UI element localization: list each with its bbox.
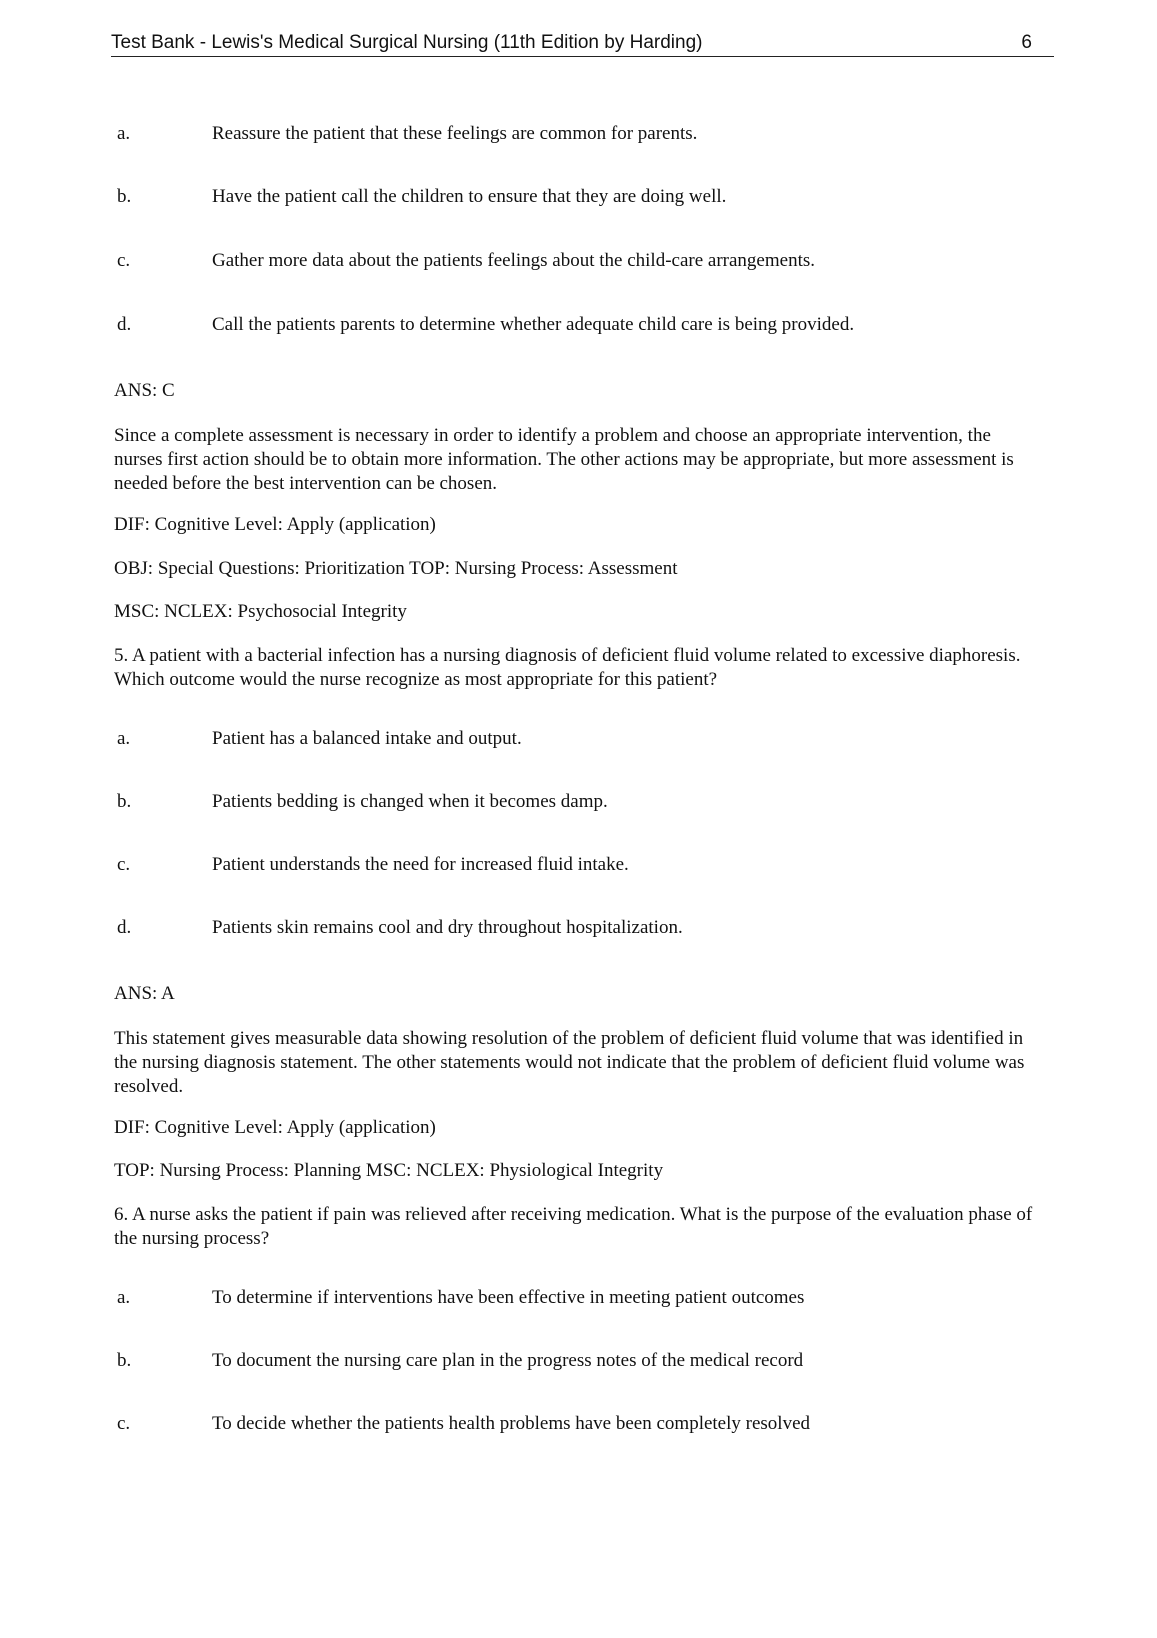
option-text: To decide whether the patients health problems have been completely resolved <box>212 1413 811 1434</box>
page-header <box>111 30 1054 57</box>
option-letter: b. <box>117 186 132 207</box>
option-letter: c. <box>117 1413 131 1434</box>
header-title: Test Bank - Lewis's Medical Surgical Nursing (11th Edition by Harding) <box>111 32 703 53</box>
q4-difficulty: DIF: Cognitive Level: Apply (application) <box>114 514 436 535</box>
option-letter: a. <box>117 123 131 144</box>
option-text: Patients bedding is changed when it becomes damp. <box>212 791 608 812</box>
q6-question: 6. A nurse asks the patient if pain was relieved after receiving medication. What is the purpose of the evaluation phase of the nursing process? <box>114 1204 1033 1249</box>
option-text: Patient has a balanced intake and output. <box>212 728 522 749</box>
option-text: Patients skin remains cool and dry throughout hospitalization. <box>212 917 683 938</box>
option-text: Patient understands the need for increased fluid intake. <box>212 854 629 875</box>
option-letter: a. <box>117 728 131 749</box>
option-text: To determine if interventions have been effective in meeting patient outcomes <box>212 1287 805 1308</box>
q4-msc: MSC: NCLEX: Psychosocial Integrity <box>114 601 407 622</box>
option-letter: b. <box>117 791 132 812</box>
q5-answer: ANS: A <box>114 983 175 1004</box>
option-letter: d. <box>117 917 132 938</box>
option-letter: c. <box>117 854 131 875</box>
q4-answer: ANS: C <box>114 380 175 401</box>
q5-topic: TOP: Nursing Process: Planning MSC: NCLEX: Physiological Integrity <box>114 1160 664 1181</box>
option-letter: c. <box>117 250 131 271</box>
option-text: Gather more data about the patients feelings about the child-care arrangements. <box>212 250 815 271</box>
q5-question: 5. A patient with a bacterial infection has a nursing diagnosis of deficient fluid volume related to excessive diaphoresis. Which outcome would the nurse recognize as most appropriate for this patient? <box>114 645 1021 690</box>
option-letter: b. <box>117 1350 132 1371</box>
option-text: Have the patient call the children to ensure that they are doing well. <box>212 186 727 207</box>
q4-rationale: Since a complete assessment is necessary in order to identify a problem and choose an appropriate intervention, the nurses first action should be to obtain more information. The other actions may be appropriate, but more assessment is needed before the best intervention can be chosen. <box>114 425 1014 494</box>
option-letter: d. <box>117 314 132 335</box>
q5-rationale: This statement gives measurable data showing resolution of the problem of deficient fluid volume that was identified in the nursing diagnosis statement. The other statements would not indicate that the problem of deficient fluid volume was resolved. <box>114 1028 1025 1097</box>
q5-difficulty: DIF: Cognitive Level: Apply (application) <box>114 1117 436 1138</box>
page-number: 6 <box>1021 32 1032 53</box>
q4-objective: OBJ: Special Questions: Prioritization TOP: Nursing Process: Assessment <box>114 558 678 579</box>
option-letter: a. <box>117 1287 131 1308</box>
option-text: To document the nursing care plan in the progress notes of the medical record <box>212 1350 804 1371</box>
option-text: Call the patients parents to determine whether adequate child care is being provided. <box>212 314 855 335</box>
option-text: Reassure the patient that these feelings are common for parents. <box>212 123 698 144</box>
